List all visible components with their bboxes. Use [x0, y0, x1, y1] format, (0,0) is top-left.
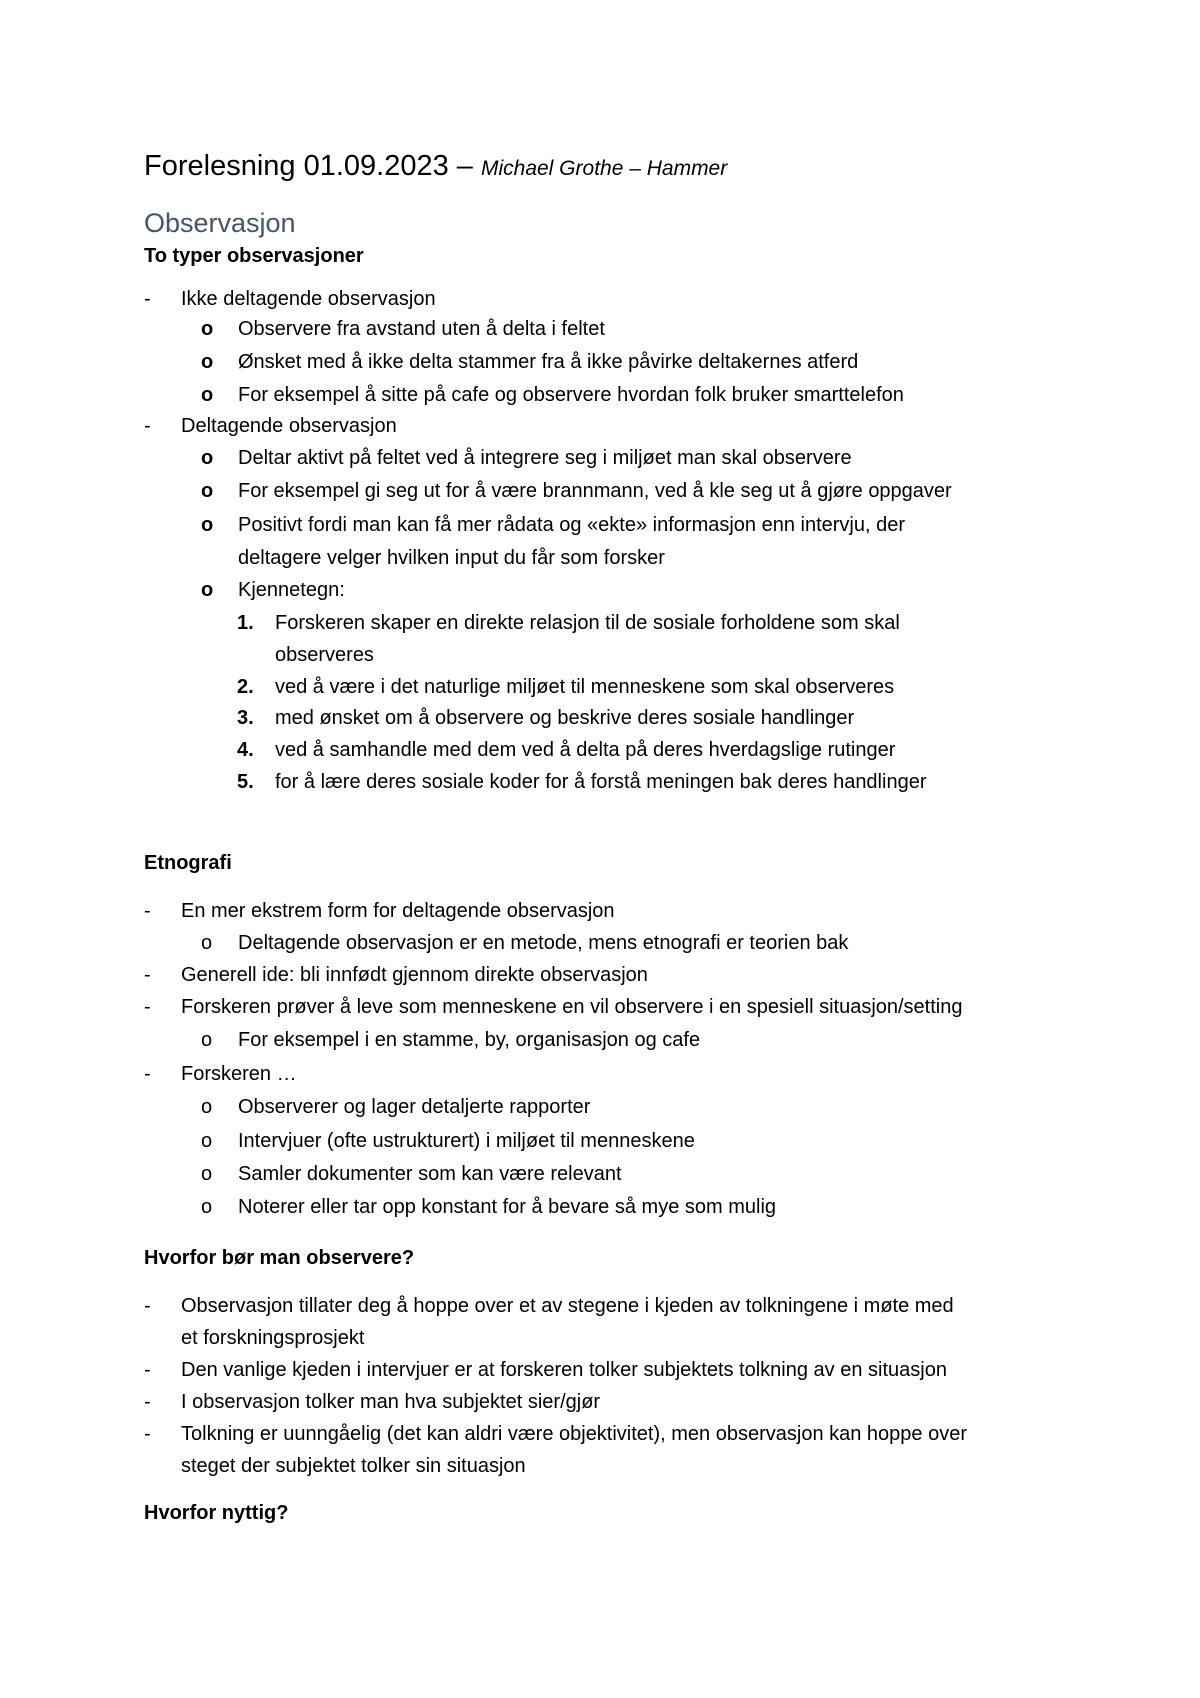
bullet-marker: o: [201, 1196, 213, 1218]
list-item: Noterer eller tar opp konstant for å bevare så mye som mulig: [238, 1196, 777, 1218]
dash-bullet: -: [144, 288, 151, 310]
list-item: Observasjon tillater deg å hoppe over et av stegene i kjeden av tolkningene i møte med: [181, 1295, 954, 1317]
numbered-item: ved å samhandle med dem ved å delta på deres hverdagslige rutinger: [275, 739, 896, 761]
list-item: For eksempel å sitte på cafe og observere hvordan folk bruker smarttelefon: [238, 384, 904, 406]
list-item: Deltagende observasjon er en metode, mens etnografi er teorien bak: [238, 932, 849, 954]
list-item: Deltagende observasjon: [181, 415, 397, 437]
document-title: [144, 148, 727, 187]
list-item: Observere fra avstand uten å delta i feltet: [238, 318, 605, 340]
bullet-marker: o: [201, 514, 214, 536]
bullet-marker: o: [201, 318, 214, 340]
list-item: Intervjuer (ofte ustrukturert) i miljøet til menneskene: [238, 1130, 695, 1152]
number-marker: 2.: [237, 676, 254, 698]
bullet-marker: o: [201, 1096, 213, 1118]
numbered-item: for å lære deres sosiale koder for å forstå meningen bak deres handlinger: [275, 771, 927, 793]
number-marker: 1.: [237, 612, 254, 634]
dash-bullet: -: [144, 900, 151, 922]
numbered-item: Forskeren skaper en direkte relasjon til de sosiale forholdene som skal: [275, 612, 900, 634]
numbered-item: ved å være i det naturlige miljøet til menneskene som skal observeres: [275, 676, 895, 698]
list-item: En mer ekstrem form for deltagende observasjon: [181, 900, 615, 922]
bullet-marker: o: [201, 480, 214, 502]
subheading-nyttig: Hvorfor nyttig?: [144, 1502, 289, 1524]
section-heading-observasjon: Observasjon: [144, 208, 296, 238]
dash-bullet: -: [144, 415, 151, 437]
list-item-continuation: et forskningsprosjekt: [181, 1327, 365, 1349]
numbered-item: med ønsket om å observere og beskrive deres sosiale handlinger: [275, 707, 855, 729]
bullet-marker: o: [201, 1130, 213, 1152]
list-item: Tolkning er uunngåelig (det kan aldri være objektivitet), men observasjon kan hoppe over: [181, 1423, 968, 1445]
list-item: Ikke deltagende observasjon: [181, 288, 436, 310]
title-text: Forelesning 01.09.2023 –: [144, 150, 481, 182]
bullet-marker: o: [201, 351, 214, 373]
dash-bullet: -: [144, 1063, 151, 1085]
numbered-item-continuation: observeres: [275, 644, 374, 666]
bullet-marker: o: [201, 1029, 213, 1051]
bullet-marker: o: [201, 1163, 213, 1185]
subheading-to-typer: To typer observasjoner: [144, 245, 364, 267]
bullet-marker: o: [201, 579, 214, 601]
bullet-marker: o: [201, 932, 213, 954]
dash-bullet: -: [144, 1359, 151, 1381]
list-item: Deltar aktivt på feltet ved å integrere seg i miljøet man skal observere: [238, 447, 852, 469]
dash-bullet: -: [144, 1423, 151, 1445]
list-item: Forskeren …: [181, 1063, 297, 1085]
dash-bullet: -: [144, 964, 151, 986]
number-marker: 5.: [237, 771, 254, 793]
list-item: Generell ide: bli innfødt gjennom direkte observasjon: [181, 964, 648, 986]
title-author: Michael Grothe – Hammer: [480, 157, 728, 180]
list-item-continuation: deltagere velger hvilken input du får som forsker: [238, 547, 665, 569]
number-marker: 4.: [237, 739, 254, 761]
list-item: I observasjon tolker man hva subjektet sier/gjør: [181, 1391, 601, 1413]
list-item: Kjennetegn:: [238, 579, 345, 601]
list-item: For eksempel i en stamme, by, organisasjon og cafe: [238, 1029, 701, 1051]
dash-bullet: -: [144, 996, 151, 1018]
dash-bullet: -: [144, 1391, 151, 1413]
bullet-marker: o: [201, 384, 214, 406]
subheading-etnografi: Etnografi: [144, 852, 232, 874]
list-item: Samler dokumenter som kan være relevant: [238, 1163, 622, 1185]
number-marker: 3.: [237, 707, 254, 729]
dash-bullet: -: [144, 1295, 151, 1317]
bullet-marker: o: [201, 447, 214, 469]
list-item: Observerer og lager detaljerte rapporter: [238, 1096, 591, 1118]
list-item: Forskeren prøver å leve som menneskene en vil observere i en spesiell situasjon/setting: [181, 996, 963, 1018]
list-item: Ønsket med å ikke delta stammer fra å ikke påvirke deltakernes atferd: [238, 351, 859, 373]
list-item: Positivt fordi man kan få mer rådata og «ekte» informasjon enn intervju, der: [238, 514, 906, 536]
list-item: Den vanlige kjeden i intervjuer er at forskeren tolker subjektets tolkning av en situasjon: [181, 1359, 947, 1381]
subheading-hvorfor: Hvorfor bør man observere?: [144, 1247, 415, 1269]
list-item-continuation: steget der subjektet tolker sin situasjon: [181, 1455, 526, 1477]
list-item: For eksempel gi seg ut for å være brannmann, ved å kle seg ut å gjøre oppgaver: [238, 480, 952, 502]
